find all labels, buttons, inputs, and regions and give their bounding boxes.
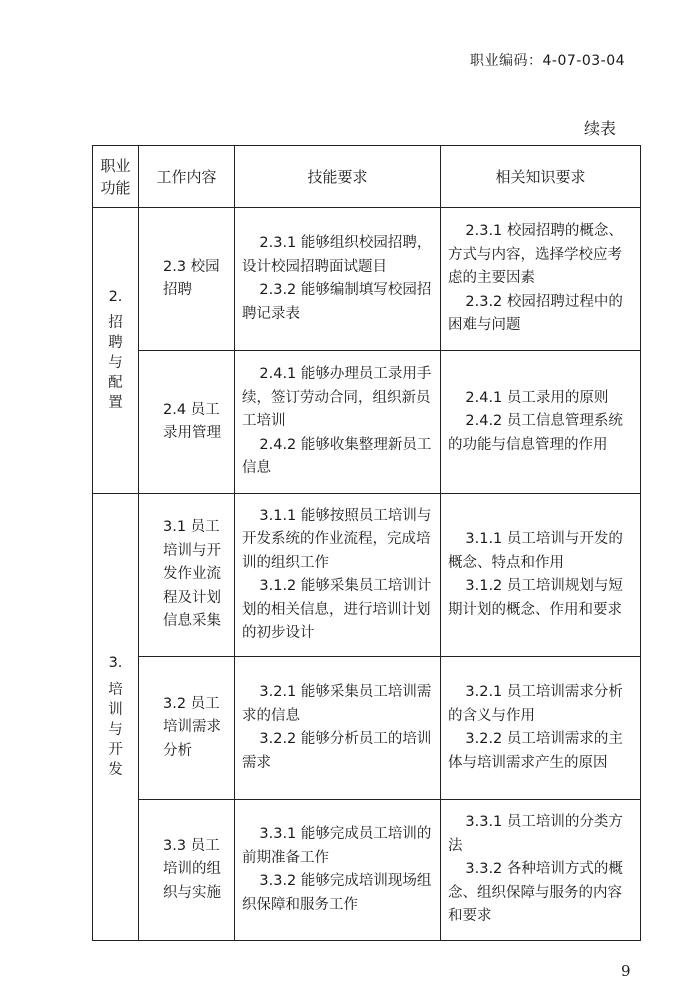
knowledge-cell [441,208,641,351]
work-content-text: 3.1 员工培训与开发作业流程及计划信息采集 [163,519,221,630]
skill-item: 3.1.2 能够采集员工培训计划的相关信息，进行培训计划的初步设计 [242,578,432,641]
table-row [93,800,641,941]
knowledge-cell [441,351,641,494]
knowledge-item: 3.3.2 各种培训方式的概念、组织保障与服务的内容和要求 [448,861,623,925]
skills-table [92,145,641,941]
table-row [93,657,641,800]
table-row [93,351,641,494]
skills-cell [235,208,441,351]
function-cell [93,208,139,494]
skill-item: 2.4.1 能够办理员工录用手续，签订劳动合同，组织新员工培训 [242,366,432,430]
skills-cell [235,494,441,657]
knowledge-item: 3.2.1 员工培训需求分析的含义与作用 [448,684,623,724]
function-number: 3. [108,655,123,671]
knowledge-cell [441,494,641,657]
knowledge-item: 3.1.1 员工培训与开发的概念、特点和作用 [448,531,623,571]
header-knowledge-requirements: 相关知识要求 [441,146,641,208]
skills-cell [235,351,441,494]
work-content-text: 3.3 员工培训的组织与实施 [163,837,221,901]
work-content-text: 2.3 校园招聘 [163,258,220,298]
work-content-cell [139,800,235,941]
knowledge-item: 2.3.1 校园招聘的概念、方式与内容，选择学校应考虑的主要因素 [448,223,623,287]
table-row [93,208,641,351]
skill-item: 2.4.2 能够收集整理新员工信息 [242,436,432,477]
knowledge-item: 2.4.1 员工录用的原则 [465,389,609,406]
header-function [93,146,139,208]
page-number: 9 [621,962,631,980]
header-function-text: 职业 功能 [100,156,131,197]
table-header-row [93,146,641,208]
function-name: 培训与开发 [108,681,123,778]
work-content-cell [139,657,235,800]
skills-cell [235,657,441,800]
skill-item: 2.3.1 能够组织校园招聘，设计校园招聘面试题目 [242,235,432,275]
skill-item: 3.3.1 能够完成员工培训的前期准备工作 [242,826,432,866]
knowledge-item: 3.3.1 员工培训的分类方法 [448,814,623,854]
knowledge-cell [441,800,641,941]
knowledge-item: 2.3.2 校园招聘过程中的困难与问题 [448,293,623,334]
function-name: 招聘与配置 [108,315,123,411]
knowledge-item: 3.1.2 员工培训规划与短期计划的概念、作用和要求 [448,578,623,618]
header-work-content: 工作内容 [139,146,235,208]
work-content-cell [139,351,235,494]
occupation-code: 职业编码：4-07-03-04 [470,53,626,69]
skill-item: 3.2.1 能够采集员工培训需求的信息 [242,684,432,724]
skill-item: 3.2.2 能够分析员工的培训需求 [242,731,432,771]
function-cell [93,494,139,941]
knowledge-cell [441,657,641,800]
work-content-text: 3.2 员工培训需求分析 [163,695,221,759]
skill-item: 2.3.2 能够编制填写校园招聘记录表 [242,282,432,322]
skills-cell [235,800,441,941]
function-number: 2. [108,288,123,305]
skill-item: 3.1.1 能够按照员工培训与开发系统的作业流程，完成培训的组织工作 [242,507,432,571]
knowledge-item: 3.2.2 员工培训需求的主体与培训需求产生的原因 [448,731,623,771]
work-content-cell [139,208,235,351]
work-content-text: 2.4 员工录用管理 [163,401,221,441]
work-content-cell [139,494,235,657]
knowledge-item: 2.4.2 员工信息管理系统的功能与信息管理的作用 [448,413,623,453]
table-row [93,494,641,657]
skill-item: 3.3.2 能够完成培训现场组织保障和服务工作 [242,873,432,913]
header-skill-requirements: 技能要求 [235,146,441,208]
continued-label: 续表 [584,119,617,138]
